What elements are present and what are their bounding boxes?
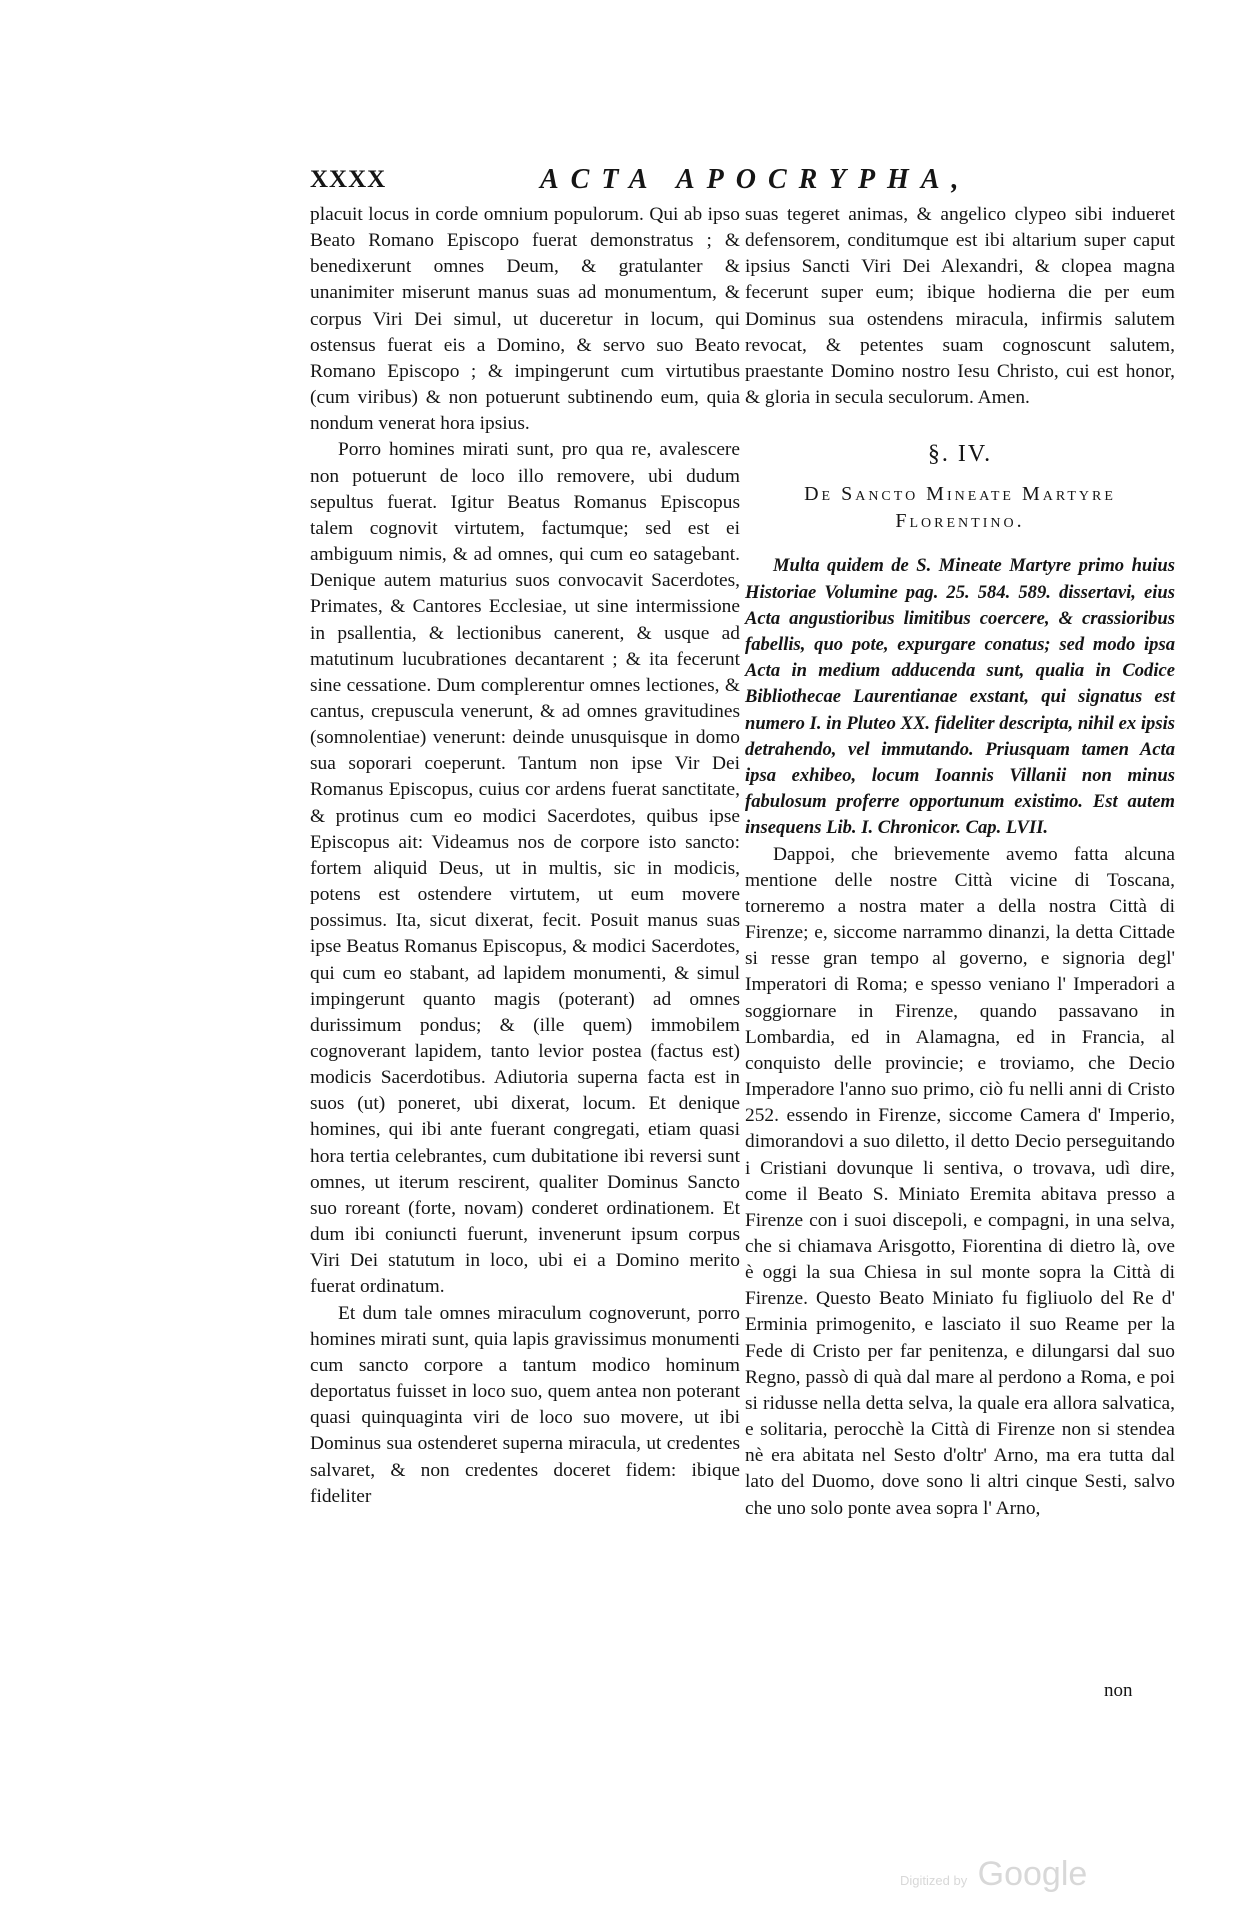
watermark-logo-text: Google bbox=[977, 1855, 1088, 1893]
right-opening-paragraph: suas tegeret animas, & angelico clypeo sibi indueret defensorem, conditumque est ibi altarium super caput ipsius Sancti Viri Dei Alexandri, & clopea magna fecerunt super eum; ibique hodierna die per eum Dominus sua ostendens miracula, infirmis salutem revocat, & petentes suam cognoscunt salutem, praestante Domino nostro Iesu Christo, cui est honor, & gloria in secula seculorum. Amen. bbox=[745, 204, 1175, 409]
page-header bbox=[310, 160, 1180, 200]
digitization-watermark bbox=[900, 1855, 1087, 1894]
section-title bbox=[745, 481, 1175, 535]
left-paragraph-3: Et dum tale omnes miraculum cognoverunt, porro homines mirati sunt, quia lapis gravissimus monumenti cum sancto corpore a tantum modico hominum deportatus fuisset in loco suo, quem antea non poterant quasi quinquaginta viri de loco suo movere, ut ibi Dominus sua ostenderet superna miracula, ut credentes salvaret, & non credentes doceret fidem: ibique fideliter bbox=[310, 1302, 740, 1507]
section-mark: §. IV. bbox=[927, 441, 993, 468]
villani-quotation: Dappoi, che brievemente avemo fatta alcuna mentione delle nostre Città vicine di Toscana, torneremo a nostra mater a della nostra Città di Firenze; e, siccome narrammo dinanzi, la detta Cittade si resse gran tempo al governo, e signoria degl' Imperatori di Roma; e spesso veniano l' Imperadori a soggiornare in Firenze, quando passavano in Lombardia, ed in Alamagna, ed in Francia, al conquisto delle provincie; e troviamo, che Decio Imperadore l'anno suo primo, ciò fu nelli anni di Cristo 252. essendo in Firenze, siccome Camera d' Imperio, dimorandovi a suo diletto, il detto Decio perseguitando i Cristiani dovunque li sentiva, o trovava, udì dire, come il Beato S. Miniato Eremita abitava presso a Firenze con i suoi discepoli, e compagni, in una selva, che si chiamava Arisgotto, Fiorentina di dietro là, ove è oggi la sua Chiesa in sul monte sopra la Città di Firenze. Questo Beato Miniato fu figliuolo del Re d' Erminia primogenito, e lasciato il suo Reame per la Fede di Cristo per far penitenza, e dilungarsi dal suo Regno, passò di quà dal mare al perdono a Roma, e poi si ridusse nella detta selva, la quale era allora salvatica, e solitaria, perocchè la Città di Firenze non si stendea nè era abitata nel Sesto d'oltr' Arno, ma era tutta dal lato del Duomo, dove sono li altri cinque Sesti, salvo che uno solo ponte avea sopra l' Arno, bbox=[745, 843, 1175, 1519]
running-title: ACTA APOCRYPHA, bbox=[540, 164, 971, 195]
left-paragraph-1: placuit locus in corde omnium populorum. Qui ab ipso Beato Romano Episcopo fuerat demonstratus ; & benedixerunt omnes Deum, & gratulanter & unanimiter miserunt manus suas ad monumentum, & corpus Viri Dei simul, ut duceretur in locum, qui ostensus fuerat eis a Domino, & servo suo Beato Romano Episcopo ; & impingerunt cum virtutibus (cum viribus) & non potuerunt subtinendo eum, quia nondum venerat hora ipsius. bbox=[310, 204, 740, 435]
left-column bbox=[310, 202, 740, 1510]
folio-number: XXXX bbox=[310, 166, 387, 193]
right-column bbox=[745, 202, 1175, 1522]
watermark-small-text: Digitized by bbox=[900, 1873, 968, 1888]
section-title-line-2: Florentino. bbox=[895, 510, 1025, 533]
left-paragraph-2: Porro homines mirati sunt, pro qua re, avalescere non potuerunt de loco illo removere, ubi dudum sepultus fuerat. Igitur Beatus Romanus Episcopus talem cognovit virtutem, factumque; sed est ei ambiguum nimis, & ad omnes, qui cum eo satagebant. Denique autem maturius suos convocavit Sacerdotes, Primates, & Cantores Ecclesiae, ut sine intermissione in psallentia, & lectionibus canerent, & usque ad matutinum lucubrationes decantarent ; & ita fecerunt sine cessatione. Dum complerentur omnes lectiones, & cantus, crepuscula venerunt, & ad omnes gravitudines (somnolentiae) venerunt: deinde unusquisque in domo sua soporari coeperunt. Tantum non ipse Vir Dei Romanus Episcopus, cuius cor ardens fuerat sanctitate, & protinus cum eo modici Sacerdotes, quibus ipse Episcopus ait: Videamus nos de corpore isto sancto: fortem aliquid Deus, ut in multis, sic in modicis, potens est ostendere virtutem, ut eum movere possimus. Ita, sicut dixerat, fecit. Posuit manus suas ipse Beatus Romanus Episcopus, & modici Sacerdotes, qui cum eo stabant, ad lapidem monumenti, & simul impingerunt quanto magis (poterant) ad omnes durissimum pondus; & (ille quem) immobilem cognoverant lapidem, tanto levior postea (factus est) modicis Sacerdotibus. Adiutoria superna facta est in suos (ut) poneret, ubi dixerat, locum. Et denique homines, qui ibi ante fuerant congregati, etiam quasi hora tertia celebrantes, cum dubitatione ibi reversi sunt omnes, ut iterum rescirent, qualiter Dominus Sancto suo roreant (forte, novam) conderet ordinationem. Et dum ibi coniuncti fuerunt, invenerunt ipsum corpus Viri Dei statutum in loco, ubi ei a Domino merito fuerat ordinatum. bbox=[310, 439, 740, 1298]
catchword: non bbox=[1104, 1680, 1133, 1701]
section-title-line-1: De Sancto Mineate Martyre bbox=[804, 483, 1116, 506]
editor-note: Multa quidem de S. Mineate Martyre primo huius Historiae Volumine pag. 25. 584. 589. dissertavi, eius Acta angustioribus limitibus coercere, & crassioribus fabellis, quo pote, expurgare conatus; sed modo ipsa Acta in medium adducenda sunt, qualia in Codice Bibliothecae Laurentianae exstant, qui signatus est numero I. in Pluteo XX. fideliter descripta, nihil ex ipsis detrahendo, vel immutando. Priusquam tamen Acta ipsa exhibeo, locum Ioannis Villanii non minus fabulosum proferre opportunum existimo. Est autem insequens Lib. I. Chronicor. Cap. LVII. bbox=[745, 555, 1175, 839]
